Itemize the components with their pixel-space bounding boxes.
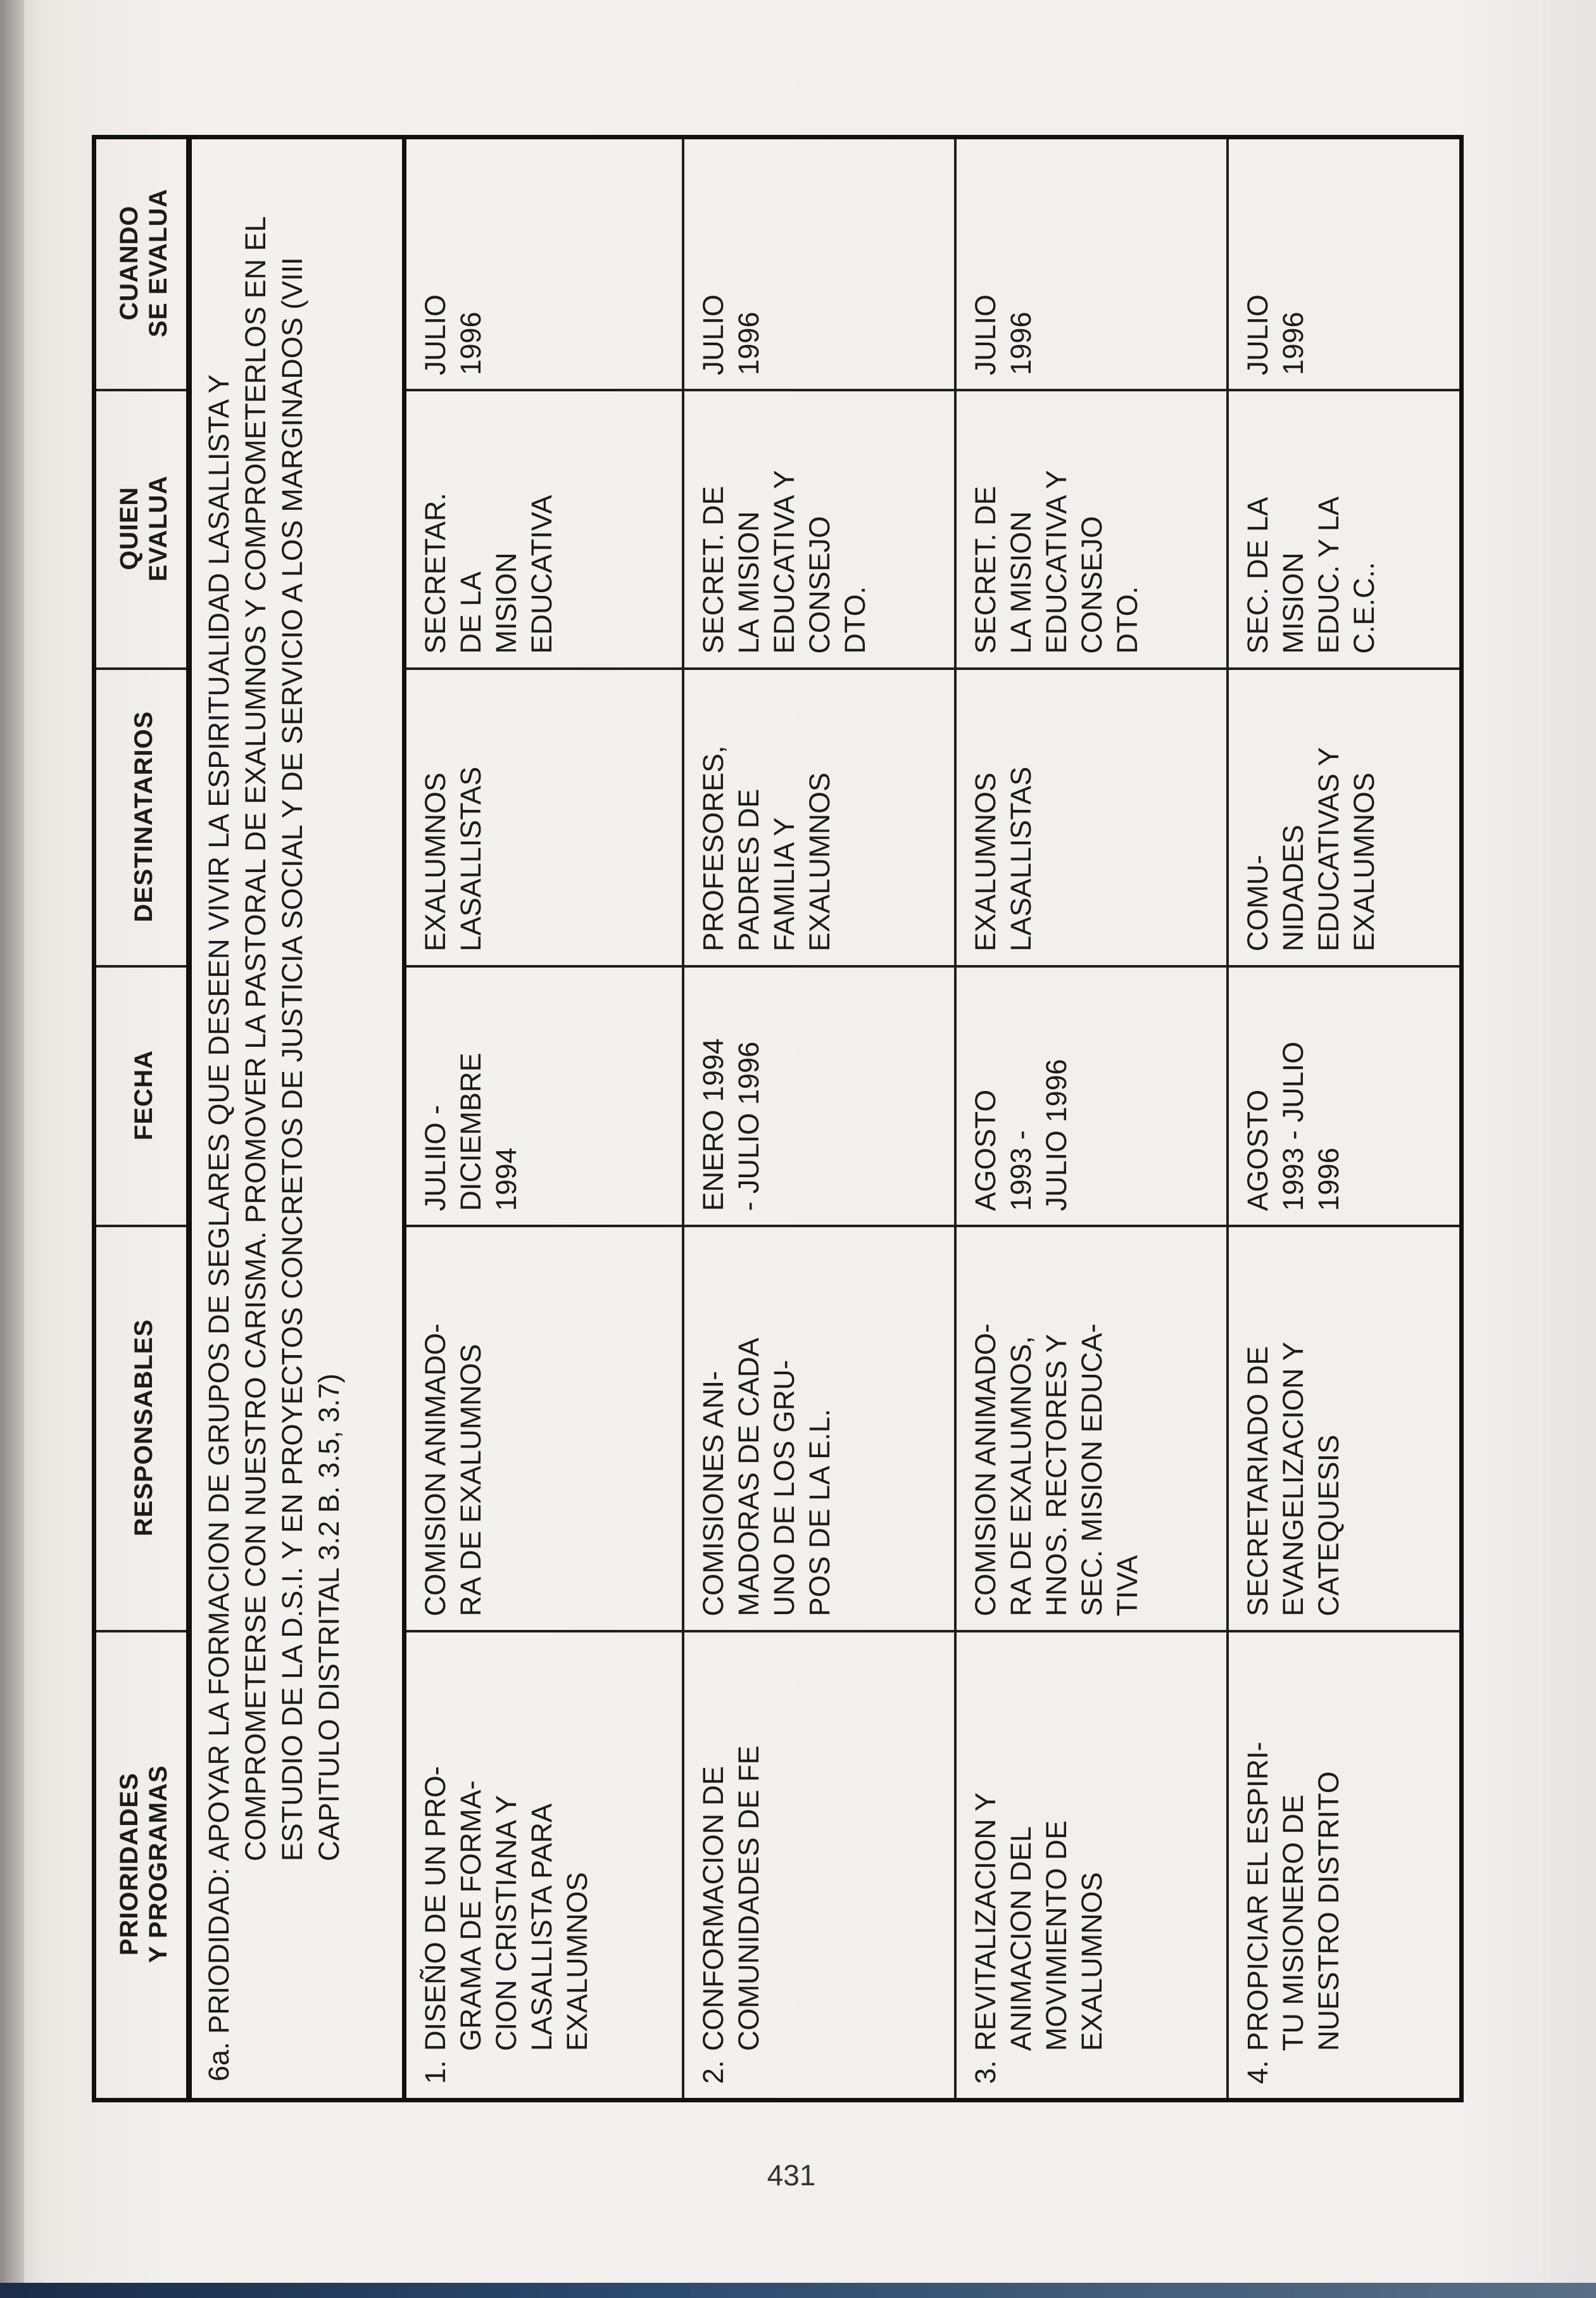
- program-number: 4.: [1241, 2060, 1274, 2084]
- quien-evalua-cell: SEC. DE LA MISION EDUC. Y LA C.E.C..: [1228, 391, 1462, 669]
- priority-row: [189, 137, 405, 2100]
- quien-evalua-cell: SECRET. DE LA MISION EDUCATIVA Y CONSEJO DTO.: [683, 391, 955, 669]
- program-number: 1.: [419, 2060, 451, 2084]
- book-spine-shadow: [0, 0, 24, 2298]
- program-text: PROPICIAR EL ESPIRI- TU MISIONERO DE NUESTRO DISTRITO: [1241, 1741, 1345, 2051]
- cuando-evalua-cell: JULIO 1996: [1228, 137, 1462, 391]
- program-cell: [955, 1632, 1228, 2100]
- header-fecha: FECHA: [94, 967, 189, 1227]
- header-destinatarios: DESTINATARIOS: [94, 669, 189, 967]
- schedule-table: [92, 135, 1464, 2102]
- program-text: CONFORMACION DE COMUNIDADES DE FE: [696, 1745, 765, 2051]
- priority-label: 6a. PRIODIDAD:: [203, 1867, 235, 2081]
- cuando-evalua-cell: JULIO 1996: [683, 137, 955, 391]
- header-responsables: RESPONSABLES: [94, 1227, 189, 1632]
- rotated-table-wrapper: [92, 139, 1459, 2102]
- cuando-evalua-cell: JULIO 1996: [955, 137, 1228, 391]
- responsables-cell: COMISION ANIMADO- RA DE EXALUMNOS: [405, 1227, 683, 1632]
- header-row: [94, 137, 189, 2100]
- responsables-cell: SECRETARIADO DE EVANGELIZACION Y CATEQUESIS: [1228, 1227, 1462, 1632]
- quien-evalua-cell: SECRETAR. DE LA MISION EDUCATIVA: [405, 391, 683, 669]
- destinatarios-cell: COMU- NIDADES EDUCATIVAS Y EXALUMNOS: [1228, 669, 1462, 967]
- destinatarios-cell: EXALUMNOS LASALLISTAS: [405, 669, 683, 967]
- destinatarios-cell: EXALUMNOS LASALLISTAS: [955, 669, 1228, 967]
- quien-evalua-cell: SECRET. DE LA MISION EDUCATIVA Y CONSEJO DTO.: [955, 391, 1228, 669]
- fecha-cell: ENERO 1994 - JULIO 1996: [683, 967, 955, 1227]
- header-cuando-evalua: CUANDO SE EVALUA: [94, 137, 189, 391]
- priority-cell: [189, 137, 405, 2100]
- header-programs: PRIORIDADES Y PROGRAMAS: [94, 1632, 189, 2100]
- table-row: [683, 137, 955, 2100]
- responsables-cell: COMISIONES ANI- MADORAS DE CADA UNO DE LOS GRU- POS DE LA E.L.: [683, 1227, 955, 1632]
- destinatarios-cell: PROFESORES, PADRES DE FAMILIA Y EXALUMNOS: [683, 669, 955, 967]
- program-text: DISEÑO DE UN PRO- GRAMA DE FORMA- CION CRISTIANA Y LASALLISTA PARA EXALUMNOS: [419, 1765, 593, 2051]
- fecha-cell: AGOSTO 1993 - JULIO 1996: [955, 967, 1228, 1227]
- table-row: [1228, 137, 1462, 2100]
- table-row: [955, 137, 1228, 2100]
- page-number: 431: [767, 2159, 816, 2192]
- cuando-evalua-cell: JULIO 1996: [405, 137, 683, 391]
- header-quien-evalua: QUIEN EVALUA: [94, 391, 189, 669]
- program-number: 2.: [696, 2060, 729, 2084]
- program-cell: [1228, 1632, 1462, 2100]
- priority-text: APOYAR LA FORMACION DE GRUPOS DE SEGLARES QUE DESEEN VIVIR LA ESPIRITUALIDAD LASALLISTA Y COMPROMETERSE CON NUESTRO CARISMA. PROMOVER LA PASTORAL DE EXALUMNOS Y COMPROMETERLOS EN EL ESTUDIO DE LA D.S.I. Y EN PROYECTOS CONCRETOS DE JUSTICIA SOCIAL Y DE SERVICIO A LOS MARGINADOS (VIII CAPITULO DISTRITAL 3.2 B. 3.5, 3.7): [203, 217, 345, 1862]
- responsables-cell: COMISION ANIMADO- RA DE EXALUMNOS, HNOS. RECTORES Y SEC. MISION EDUCA- TIVA: [955, 1227, 1228, 1632]
- table-row: [405, 137, 683, 2100]
- program-cell: [683, 1632, 955, 2100]
- program-cell: [405, 1632, 683, 2100]
- program-number: 3.: [969, 2060, 1002, 2084]
- program-text: REVITALIZACION Y ANIMACION DEL MOVIMIENTO DE EXALUMNOS: [969, 1792, 1108, 2051]
- fecha-cell: AGOSTO 1993 - JULIO 1996: [1228, 967, 1462, 1227]
- fecha-cell: JULIIO - DICIEMBRE 1994: [405, 967, 683, 1227]
- bottom-edge-strip: [0, 2283, 1596, 2298]
